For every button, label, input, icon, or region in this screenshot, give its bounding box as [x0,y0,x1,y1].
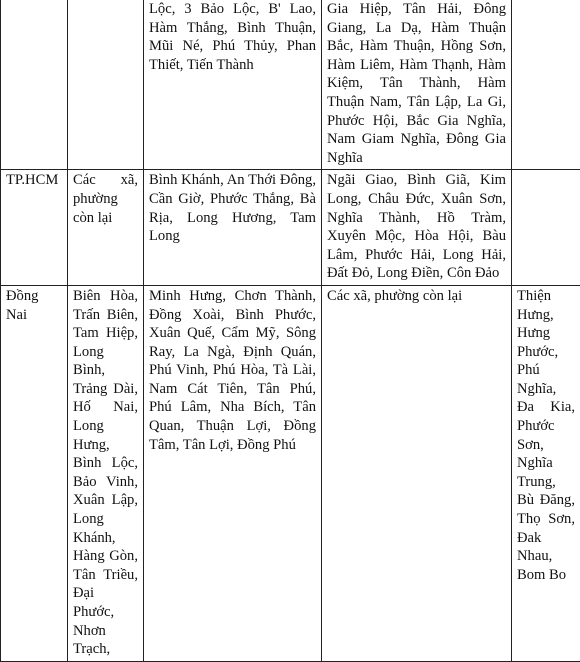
commune-list-cell: Gia Hiệp, Tân Hải, Đông Giang, La Dạ, Hàm Thuận Bắc, Hàm Thuận, Hồng Sơn, Hàm Liêm, Hàm Thạnh, Hàm Kiệm, Tân Thành, Hàm Thuận Nam, Tân Lập, La Gi, Phước Hội, Bắc Gia Nghĩa, Nam Giam Nghĩa, Đông Gia Nghĩa [322,0,512,170]
commune-list-cell: Minh Hưng, Chơn Thành, Đồng Xoài, Bình Phước, Xuân Quế, Cẩm Mỹ, Sông Ray, La Ngà, Định Quán, Phú Vinh, Phú Hòa, Tà Lài, Nam Cát Tiên, Tân Phú, Phú Lâm, Nha Bích, Tân Quan, Thuận Lợi, Đồng Tâm, Tân Lợi, Đồng Phú [144,285,322,661]
province-cell [1,0,68,170]
commune-group-cell: Các xã, phường còn lại [68,170,144,286]
table-row [1,0,580,170]
table-row [1,285,580,661]
table-row [1,170,580,286]
commune-list-cell: Bình Khánh, An Thới Đông, Cần Giờ, Phước Thắng, Bà Rịa, Long Hương, Tam Long [144,170,322,286]
province-cell: TP.HCM [1,170,68,286]
commune-group-cell: Biên Hòa, Trấn Biên, Tam Hiệp, Long Bình, Trảng Dài, Hố Nai, Long Hưng, Bình Lộc, Bảo Vinh, Xuân Lập, Long Khánh, Hàng Gòn, Tân Triều, Đại Phước, Nhơn Trạch, [68,285,144,661]
commune-list-cell [512,170,580,286]
province-cell: Đồng Nai [1,285,68,661]
commune-list-cell: Các xã, phường còn lại [322,285,512,661]
commune-list-cell: Thiện Hưng, Hưng Phước, Phú Nghĩa, Đa Kia, Phước Sơn, Nghĩa Trung, Bù Đăng, Thọ Sơn, Đak Nhau, Bom Bo [512,285,580,661]
commune-list-cell: Lộc, 3 Bảo Lộc, B' Lao, Hàm Thắng, Bình Thuận, Mũi Né, Phú Thủy, Phan Thiết, Tiến Thành [144,0,322,170]
commune-group-cell [68,0,144,170]
commune-list-cell [512,0,580,170]
commune-list-cell: Ngãi Giao, Bình Giã, Kim Long, Châu Đức, Xuân Sơn, Nghĩa Thành, Hồ Tràm, Xuyên Mộc, Hòa Hội, Bàu Lâm, Phước Hải, Long Hải, Đất Đỏ, Long Điền, Côn Đảo [322,170,512,286]
